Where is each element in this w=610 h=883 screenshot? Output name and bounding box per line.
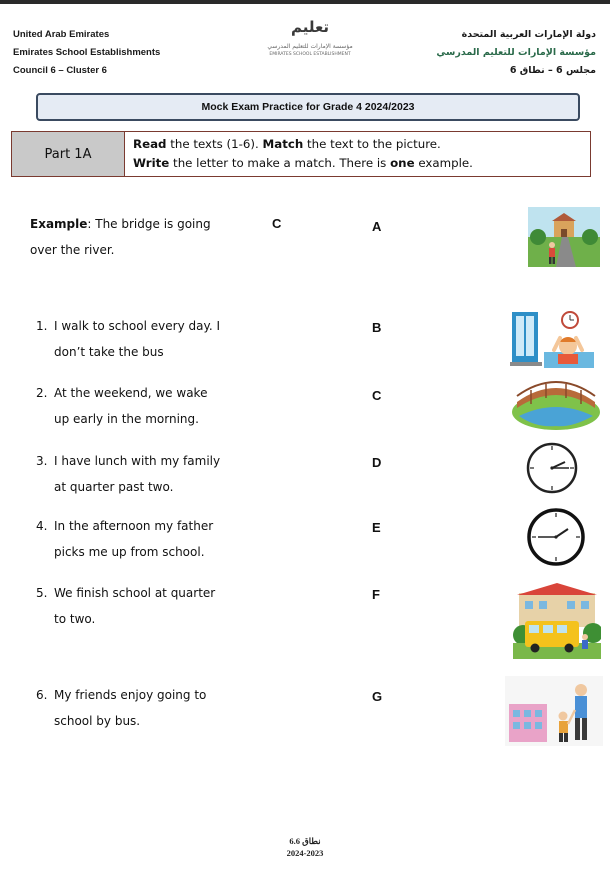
picture-g-father-child: [505, 676, 603, 746]
footer-year: 2024-2023: [286, 848, 324, 858]
establishment-ar: مؤسسة الإمارات للتعليم المدرسي: [436, 47, 596, 58]
taaleem-logo: [254, 15, 366, 67]
logo-mark: تعليم: [290, 18, 330, 36]
picture-a-boy-walking: [528, 207, 600, 267]
part-label: Part 1A: [12, 132, 125, 176]
letter-d: D: [372, 455, 382, 470]
question-6: 6. My friends enjoy going to school by bus.: [36, 688, 207, 728]
picture-f-school-bus: [513, 581, 601, 659]
example-answer: C: [272, 216, 282, 231]
top-border: [0, 0, 610, 4]
picture-e-clock: [525, 507, 587, 567]
letter-c: C: [372, 388, 382, 403]
letter-b: B: [372, 320, 382, 335]
country-ar: دولة الإمارات العربية المتحدة: [461, 29, 596, 40]
instruction-line-1: Read the texts (1-6). Match the text to the picture.: [133, 137, 441, 151]
letter-a: A: [372, 219, 382, 234]
question-2: 2. At the weekend, we wake up early in the morning.: [36, 386, 208, 426]
exam-title: Mock Exam Practice for Grade 4 2024/2023: [36, 93, 580, 121]
part-header: [11, 131, 591, 177]
council-ar: مجلس 6 – نطاق 6: [509, 65, 596, 76]
question-5: 5. We finish school at quarter to two.: [36, 586, 216, 626]
question-3: 3. I have lunch with my family at quarter past two.: [36, 454, 221, 494]
example-text: Example: The bridge is going over the river.: [30, 217, 211, 257]
instruction-line-2: Write the letter to make a match. There is one example.: [133, 156, 473, 170]
letter-g: G: [372, 689, 383, 704]
logo-caption-ar: مؤسسة الإمارات للتعليم المدرسي: [267, 43, 353, 50]
letter-e: E: [372, 520, 381, 535]
part-instructions: [125, 132, 473, 176]
footer-cluster: نطاق 6.6: [289, 836, 321, 846]
picture-b-boy-waking: [510, 308, 594, 370]
header-right: [436, 26, 596, 80]
header-left: [13, 26, 160, 80]
footer: [0, 835, 610, 859]
logo-caption-en: EMIRATES SCHOOL ESTABLISHMENT: [269, 52, 351, 57]
picture-c-bridge: [511, 376, 601, 432]
letter-f: F: [372, 587, 380, 602]
country-en: United Arab Emirates: [13, 29, 110, 40]
question-4: 4. In the afternoon my father picks me up from school.: [36, 519, 214, 559]
question-1: 1. I walk to school every day. I don’t take the bus: [36, 319, 221, 359]
establishment-en: Emirates School Establishments: [13, 47, 161, 58]
council-en: Council 6 – Cluster 6: [13, 65, 107, 76]
picture-d-clock: [521, 442, 583, 494]
